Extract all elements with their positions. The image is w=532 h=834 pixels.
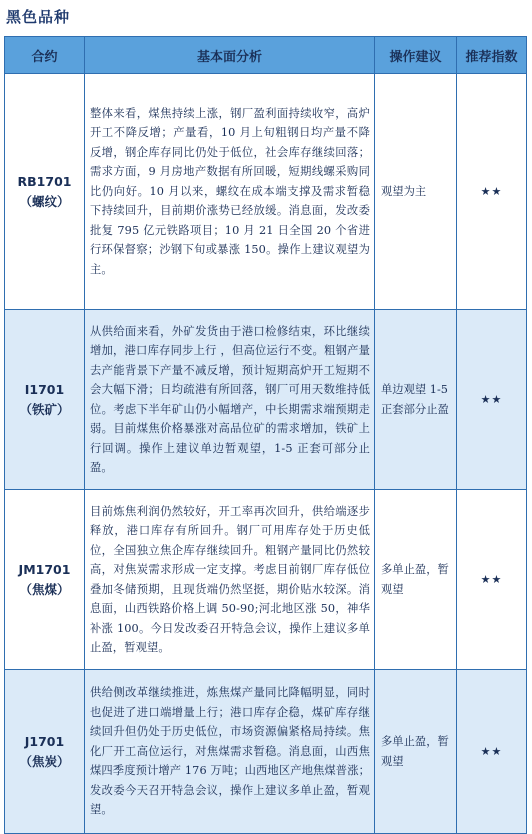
- header-analysis: 基本面分析: [85, 37, 375, 74]
- contract-name: （焦炭）: [19, 753, 70, 769]
- table-row: [5, 490, 527, 670]
- contract-name: （铁矿）: [19, 401, 70, 417]
- header-contract: 合约: [5, 37, 85, 74]
- futures-analysis-table: [4, 36, 527, 834]
- contract-cell: [5, 490, 85, 670]
- rating-stars: ★★: [457, 310, 527, 490]
- rating-stars: ★★: [457, 74, 527, 310]
- analysis-cell: 目前炼焦利润仍然较好，开工率再次回升，供给端逐步释放，港口库存有所回升。钢厂可用库存处于历史低位，全国独立焦企库存继续回升。粗钢产量同比仍然较高，对焦炭需求形成一定支撑。考虑目前钢厂库存低位叠加冬储预期，且现货端仍然坚挺，期价贴水较深。消息面，山西铁路价格上调 50-90;河北地区涨 50，神华补涨 100。今日发改委召开特急会议，操作上建议多单止盈，暂观望。: [85, 490, 375, 670]
- rating-stars: ★★: [457, 490, 527, 670]
- table-row: [5, 74, 527, 310]
- contract-cell: [5, 74, 85, 310]
- table-header-row: [5, 37, 527, 74]
- header-advice: 操作建议: [375, 37, 457, 74]
- advice-cell: 单边观望 1-5 正套部分止盈: [375, 310, 457, 490]
- header-rating: 推荐指数: [457, 37, 527, 74]
- analysis-cell: 整体来看，煤焦持续上涨，钢厂盈利面持续收窄，高炉开工不降反增；产量看，10 月上旬粗钢日均产量不降反增，钢企库存同比仍处于低位，社会库存继续回落；需求方面，9 月房地产数据有所回暖，短期线螺采购同比仍向好。10 月以来，螺纹在成本端支撑及需求暂稳下持续回升，目前期价涨势已经放缓。消息面，发改委批复 795 亿元铁路项目；10 月 21 日全国 20 个省进行环保督察；沙钢下旬或暴涨 150。操作上建议观望为主。: [85, 74, 375, 310]
- contract-code: I1701: [24, 381, 65, 397]
- section-title: 黑色品种: [6, 8, 71, 26]
- contract-name: （焦煤）: [19, 581, 70, 597]
- contract-code: J1701: [24, 733, 65, 749]
- table-row: [5, 670, 527, 834]
- advice-cell: 多单止盈，暂观望: [375, 490, 457, 670]
- contract-code: RB1701: [17, 173, 72, 189]
- analysis-cell: 从供给面来看，外矿发货由于港口检修结束，环比继续增加，港口库存同步上行 ，但高位运行不变。粗钢产量去产能背景下产量不减反增，预计短期高炉开工短期不会大幅下滑；日均疏港有所回落，钢厂可用天数维持低位。考虑下半年矿山仍小幅增产，中长期需求端预期走弱。目前煤焦价格暴涨对高品位矿的需求增加，铁矿上行回调。操作上建议单边暂观望，1-5 正套可部分止盈。: [85, 310, 375, 490]
- rating-stars: ★★: [457, 670, 527, 834]
- analysis-cell: 供给侧改革继续推进，炼焦煤产量同比降幅明显，同时也促进了进口端增量上行；港口库存企稳，煤矿库存继续回升但仍处于历史低位，市场资源偏紧格局持续。焦化厂开工高位运行，对焦煤需求暂稳。消息面，山西焦煤四季度预计增产 176 万吨；山西地区产地焦煤普涨；发改委今天召开特急会议，操作上建议多单止盈，暂观望。: [85, 670, 375, 834]
- contract-code: JM1701: [18, 561, 71, 577]
- advice-cell: 观望为主: [375, 74, 457, 310]
- advice-cell: 多单止盈，暂观望: [375, 670, 457, 834]
- contract-cell: [5, 670, 85, 834]
- table-row: [5, 310, 527, 490]
- contract-name: （螺纹）: [19, 193, 70, 209]
- contract-cell: [5, 310, 85, 490]
